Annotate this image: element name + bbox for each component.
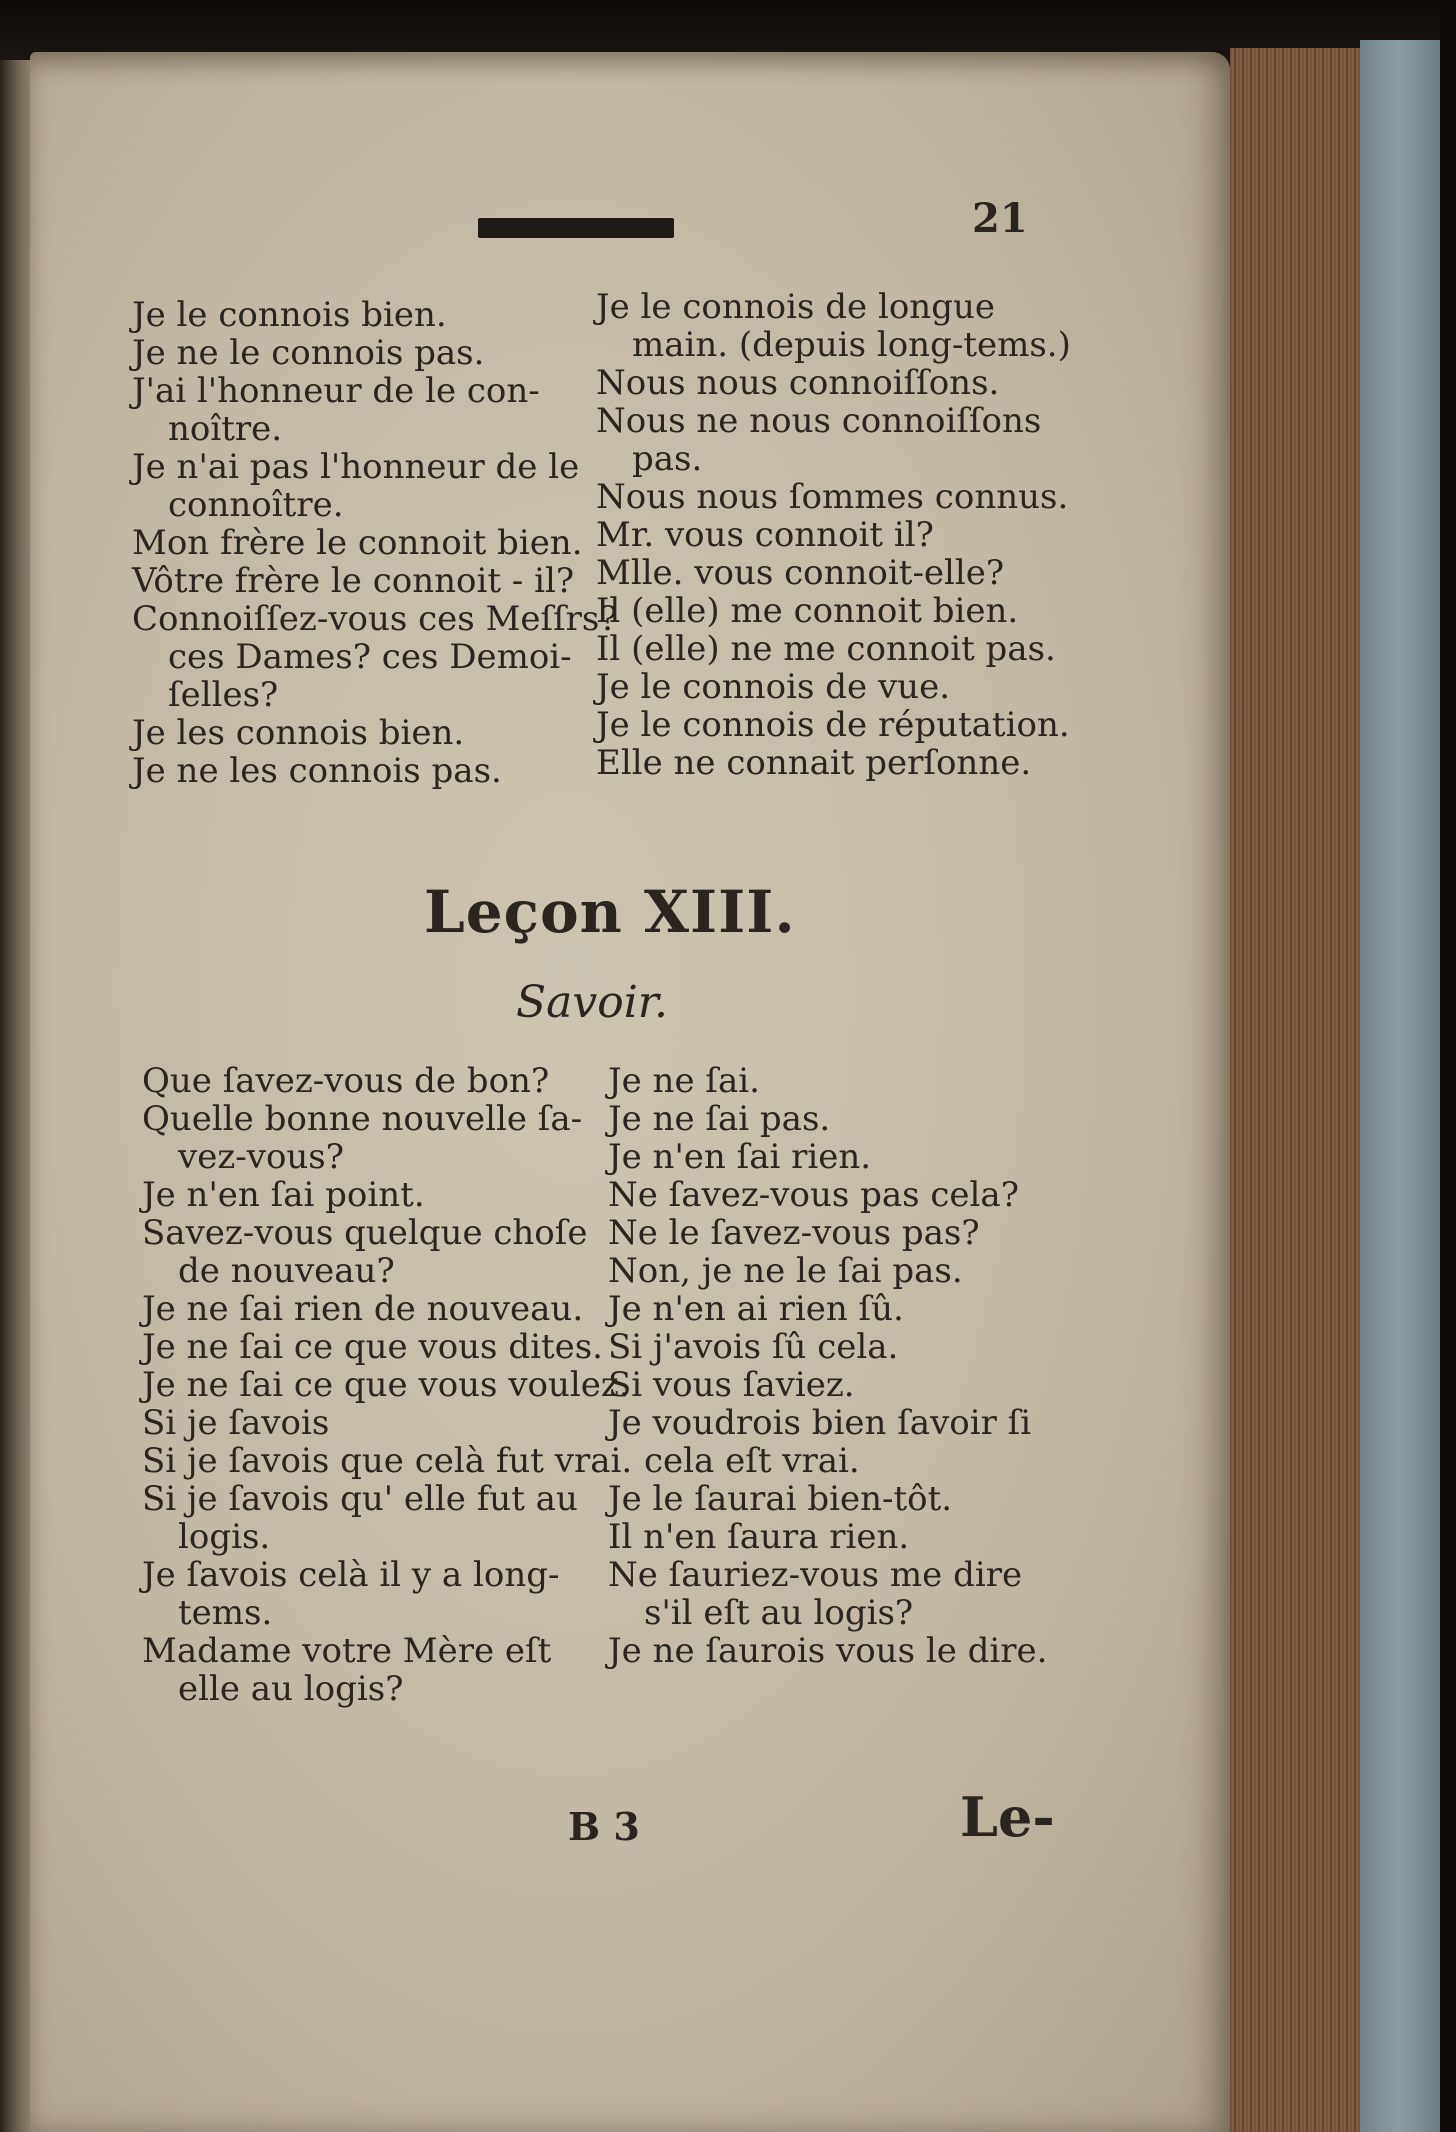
catchword: Le- (960, 1785, 1055, 1849)
text-line: Je les connois bien. (132, 713, 465, 753)
text-line: Elle ne connait perſonne. (596, 743, 1032, 783)
text-line: Je ne ſai ce que vous dites. (142, 1327, 603, 1367)
text-line: Je le ſaurai bien-tôt. (608, 1479, 953, 1519)
text-line: tems. (178, 1593, 273, 1633)
text-line: Ne ſauriez-vous me dire (608, 1555, 1023, 1595)
text-line: vez-vous? (178, 1137, 344, 1177)
text-line: Si je ſavois qu' elle fut au (142, 1479, 578, 1519)
text-line: Il (elle) ne me connoit pas. (596, 629, 1056, 669)
text-line: Je ne ſai ce que vous voulez. (142, 1365, 630, 1405)
text-line: Je le connois de longue (596, 287, 995, 327)
background-edge (1440, 0, 1456, 2132)
page-stack-edge (1230, 48, 1360, 2132)
text-line: cela eſt vrai. (644, 1441, 860, 1481)
text-line: elle au logis? (178, 1669, 404, 1709)
text-line: Nous ne nous connoiſſons (596, 401, 1042, 441)
text-line: pas. (632, 439, 703, 479)
text-line: Si vous ſaviez. (608, 1365, 855, 1405)
text-line: Je n'ai pas l'honneur de le (132, 447, 580, 487)
text-line: Je n'en ſai rien. (608, 1137, 872, 1177)
signature-mark: B 3 (568, 1804, 640, 1849)
text-line: Si je ſavois (142, 1403, 330, 1443)
text-line: Nous nous ſommes connus. (596, 477, 1069, 517)
text-line: Mr. vous connoit il? (596, 515, 934, 555)
text-line: Non, je ne le ſai pas. (608, 1251, 963, 1291)
bottom-left-column (142, 1062, 632, 1708)
text-line: Je ne le connois pas. (132, 333, 485, 373)
bottom-right-column (608, 1062, 1047, 1670)
text-line: Mlle. vous connoit-elle? (596, 553, 1005, 593)
text-line: Il (elle) me connoit bien. (596, 591, 1019, 631)
text-line: Je ne ſai. (608, 1061, 760, 1101)
text-line: Je ne ſaurois vous le dire. (608, 1631, 1048, 1671)
text-line: Ne le ſavez-vous pas? (608, 1213, 980, 1253)
top-right-column (596, 288, 1071, 782)
lesson-subtitle: Savoir. (516, 977, 668, 1028)
text-line: Je le connois bien. (132, 295, 447, 335)
text-line: Nous nous connoiſſons. (596, 363, 1000, 403)
text-line: Je ne ſai pas. (608, 1099, 831, 1139)
text-line: de nouveau? (178, 1251, 395, 1291)
text-line: ſelles? (168, 675, 279, 715)
text-line: Ne ſavez-vous pas cela? (608, 1175, 1019, 1215)
text-line: Si j'avois ſû cela. (608, 1327, 899, 1367)
text-line: Je voudrois bien ſavoir ſi (608, 1403, 1032, 1443)
text-line: Je n'en ſai point. (142, 1175, 425, 1215)
text-line: Madame votre Mère eſt (142, 1631, 552, 1671)
text-line: Je ne ſai rien de nouveau. (142, 1289, 584, 1329)
text-line: Je ſavois celà il y a long- (142, 1555, 560, 1595)
left-page-edge (0, 60, 30, 2132)
text-line: Je ne les connois pas. (132, 751, 502, 791)
header-rule (478, 218, 674, 238)
text-line: Je n'en ai rien ſû. (608, 1289, 904, 1329)
text-line: Il n'en ſaura rien. (608, 1517, 910, 1557)
text-line: Savez-vous quelque choſe (142, 1213, 588, 1253)
text-line: Je le connois de réputation. (596, 705, 1070, 745)
page-number: 21 (972, 195, 1028, 242)
text-line: Vôtre frère le connoit - il? (132, 561, 575, 601)
text-line: main. (depuis long-tems.) (632, 325, 1071, 365)
text-line: Mon frère le connoit bien. (132, 523, 583, 563)
text-line: logis. (178, 1517, 271, 1557)
text-line: noître. (168, 409, 283, 449)
text-line: ces Dames? ces Demoi- (168, 637, 572, 677)
text-line: Quelle bonne nouvelle ſa- (142, 1099, 583, 1139)
text-line: s'il eſt au logis? (644, 1593, 914, 1633)
text-line: Que ſavez-vous de bon? (142, 1061, 550, 1101)
lesson-title: Leçon XIII. (424, 878, 796, 946)
text-line: Connoiſſez-vous ces Meſſrs? (132, 599, 618, 639)
top-left-column (132, 296, 618, 790)
text-line: Si je ſavois que celà fut vrai. (142, 1441, 633, 1481)
text-line: Je le connois de vue. (596, 667, 950, 707)
text-line: J'ai l'honneur de le con- (132, 371, 540, 411)
text-line: connoître. (168, 485, 344, 525)
